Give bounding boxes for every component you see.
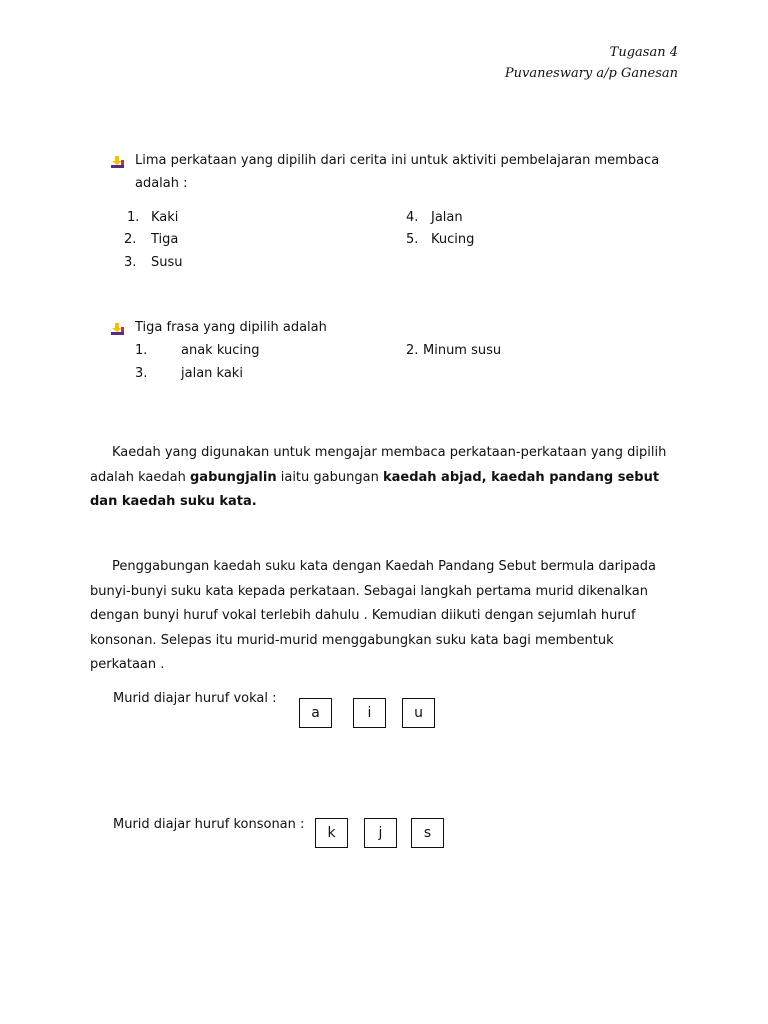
- word-item: Kucing: [431, 232, 475, 247]
- section1-intro-line2: adalah :: [135, 176, 188, 191]
- bullet-icon: [111, 323, 125, 335]
- assignment-title: Tugasan 4: [609, 45, 678, 60]
- vowel-box: u: [402, 698, 435, 728]
- phrase-number: 3.: [135, 366, 148, 381]
- consonant-box: j: [364, 818, 397, 848]
- combination-text: Penggabungan kaedah suku kata dengan Kaedah Pandang Sebut bermula daripada bunyi-bunyi suku kata kepada perkataan. Sebagai langkah pertama murid dikenalkan dengan bunyi huruf vokal terlebih dahulu . Kemudian diikuti dengan sejumlah huruf konsonan. Selepas itu murid-murid menggabungkan suku kata bagi membentuk perkataan .: [90, 559, 657, 672]
- combination-paragraph: [90, 555, 680, 678]
- word-item: Jalan: [431, 210, 463, 225]
- word-item: Kaki: [151, 210, 179, 225]
- phrase-item: anak kucing: [181, 343, 260, 358]
- word-item: Tiga: [151, 232, 179, 247]
- word-item: Susu: [151, 255, 183, 270]
- vowel-label: Murid diajar huruf vokal :: [113, 691, 277, 706]
- phrase-item: jalan kaki: [181, 366, 243, 381]
- method-text-b: iaitu gabungan: [276, 469, 383, 485]
- phrase-number: 2.: [406, 343, 419, 358]
- vowel-box: a: [299, 698, 332, 728]
- vowel-box: i: [353, 698, 386, 728]
- consonant-box: s: [411, 818, 444, 848]
- method-text-a: Kaedah yang digunakan untuk mengajar membaca perkataan-perkataan yang dipilih adalah kaedah: [90, 445, 667, 485]
- section2-intro: Tiga frasa yang dipilih adalah: [135, 320, 327, 335]
- bullet-icon: [111, 156, 125, 168]
- phrase-item: Minum susu: [423, 343, 502, 358]
- word-number: 5.: [406, 232, 419, 247]
- student-name: Puvaneswary a/p Ganesan: [504, 66, 678, 81]
- word-number: 2.: [124, 232, 137, 247]
- section1-intro-line1: Lima perkataan yang dipilih dari cerita ini untuk aktiviti pembelajaran membaca: [135, 153, 660, 168]
- word-number: 4.: [406, 210, 419, 225]
- word-number: 3.: [124, 255, 137, 270]
- method-bold-a: gabungjalin: [190, 469, 277, 485]
- word-number: 1.: [127, 210, 140, 225]
- phrase-number: 1.: [135, 343, 148, 358]
- method-bold-b: kaedah abjad, kaedah pandang sebut dan kaedah suku kata.: [90, 469, 660, 509]
- consonant-box: k: [315, 818, 348, 848]
- consonant-label: Murid diajar huruf konsonan :: [113, 817, 305, 832]
- method-paragraph: [90, 441, 680, 515]
